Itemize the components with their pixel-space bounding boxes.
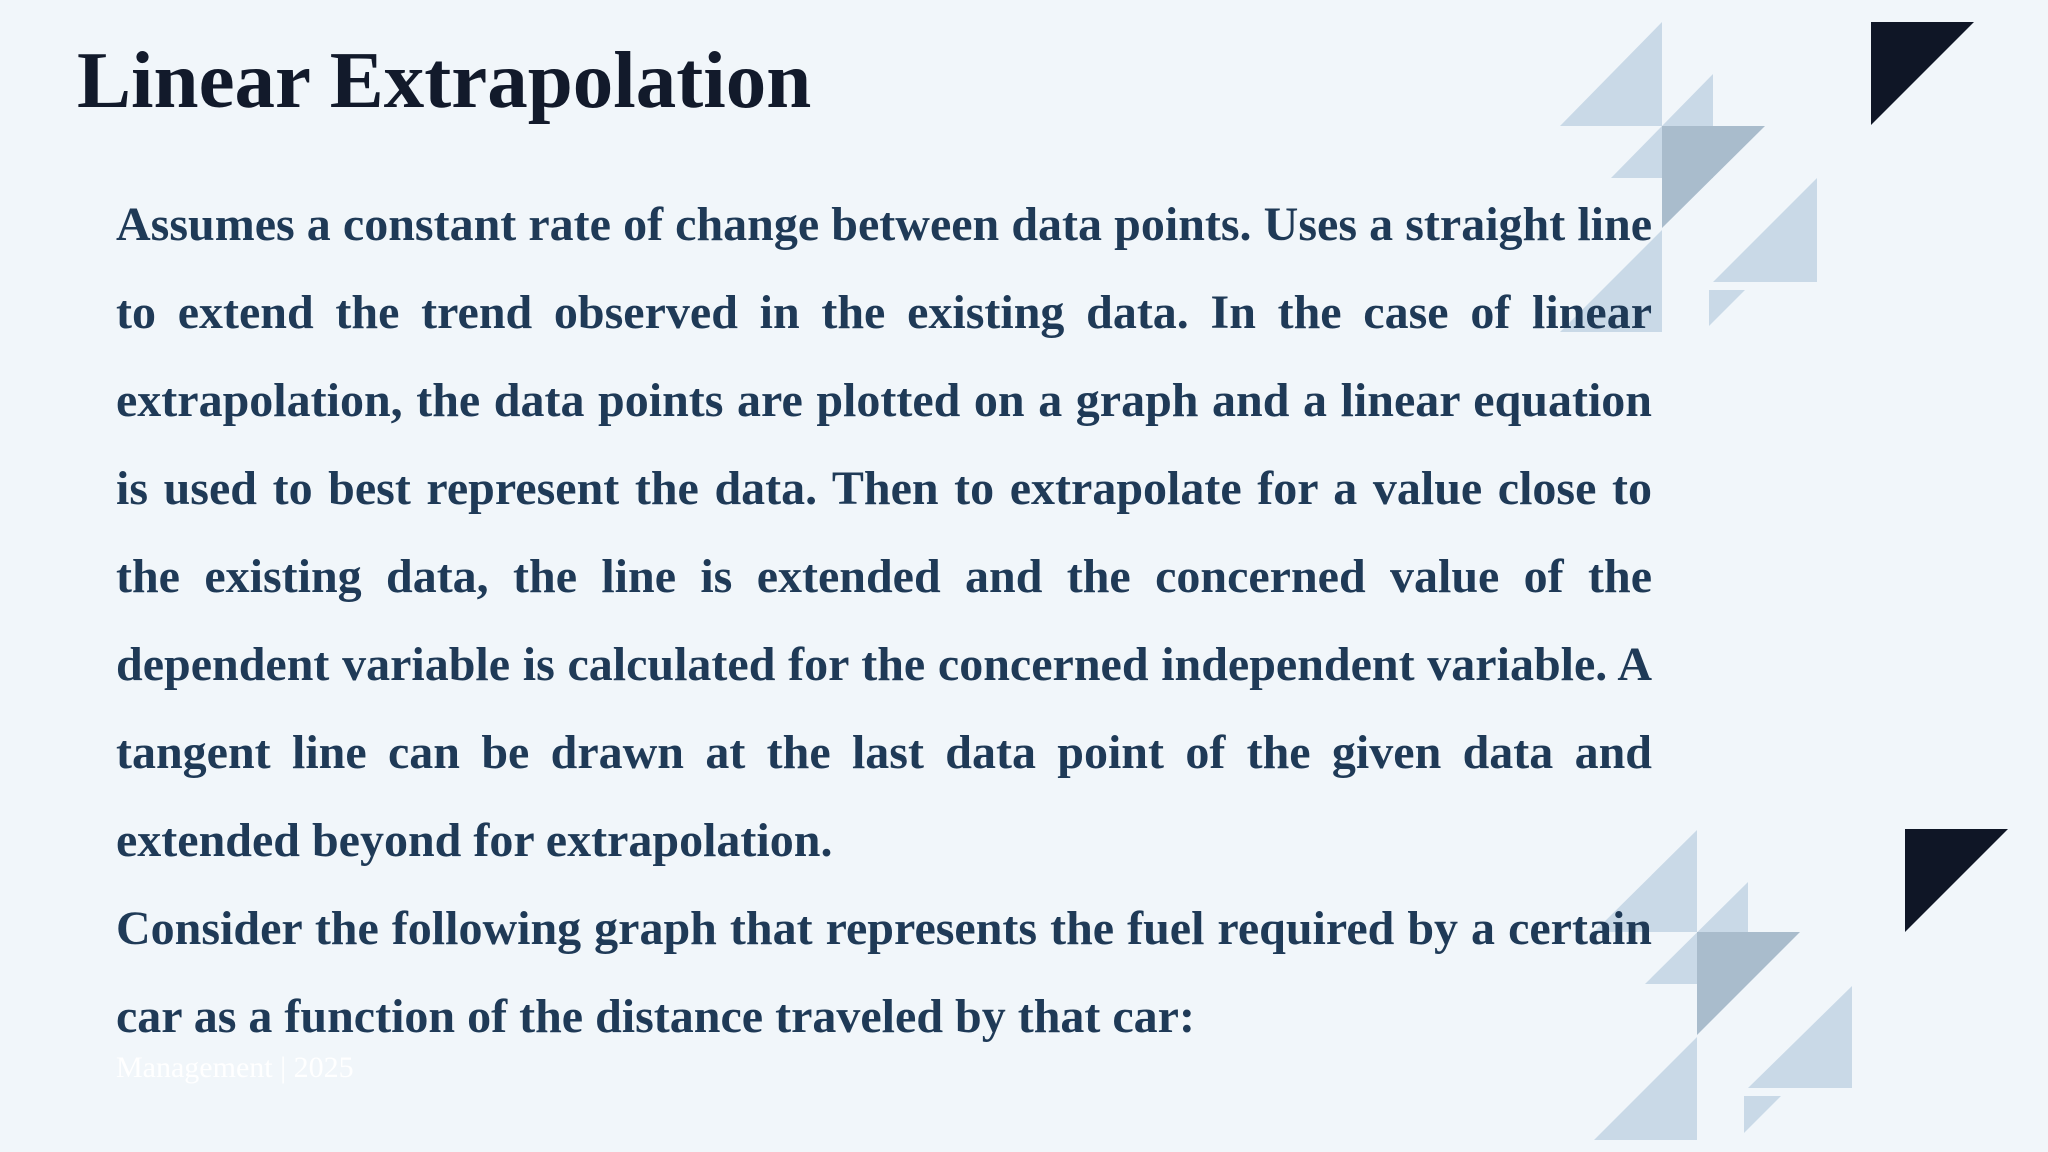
- triangle-mid-shape: [1697, 932, 1800, 1035]
- body-paragraph: Assumes a constant rate of change between data points. Uses a straight line to extend the trend observed in the existing data. In the case of linear extrapolation, the data points are plotted on a graph and a linear equation is used to best represent the data. Then to extrapolate for a value close to the existing data, the line is extended and the concerned value of the dependent variable is calculated for the concerned independent variable. A tangent line can be drawn at the last data point of the given data and extended beyond for extrapolation.: [116, 198, 1652, 867]
- triangle-light-shape: [1560, 22, 1662, 126]
- triangle-light-shape: [1744, 1096, 1781, 1133]
- body-paragraph: Consider the following graph that represents the fuel required by a certain car as a function of the distance traveled by that car:: [116, 902, 1652, 1043]
- slide-title: Linear Extrapolation: [77, 35, 812, 125]
- triangle-light-shape: [1748, 986, 1852, 1088]
- triangle-light-shape: [1713, 178, 1817, 282]
- triangle-mid-shape: [1662, 126, 1765, 228]
- triangle-light-shape: [1709, 290, 1745, 326]
- triangle-dark-shape: [1871, 22, 1974, 125]
- triangle-dark-shape: [1905, 829, 2008, 932]
- slide-body: [116, 181, 1652, 1061]
- slide-footer: Management | 2025: [116, 1051, 354, 1084]
